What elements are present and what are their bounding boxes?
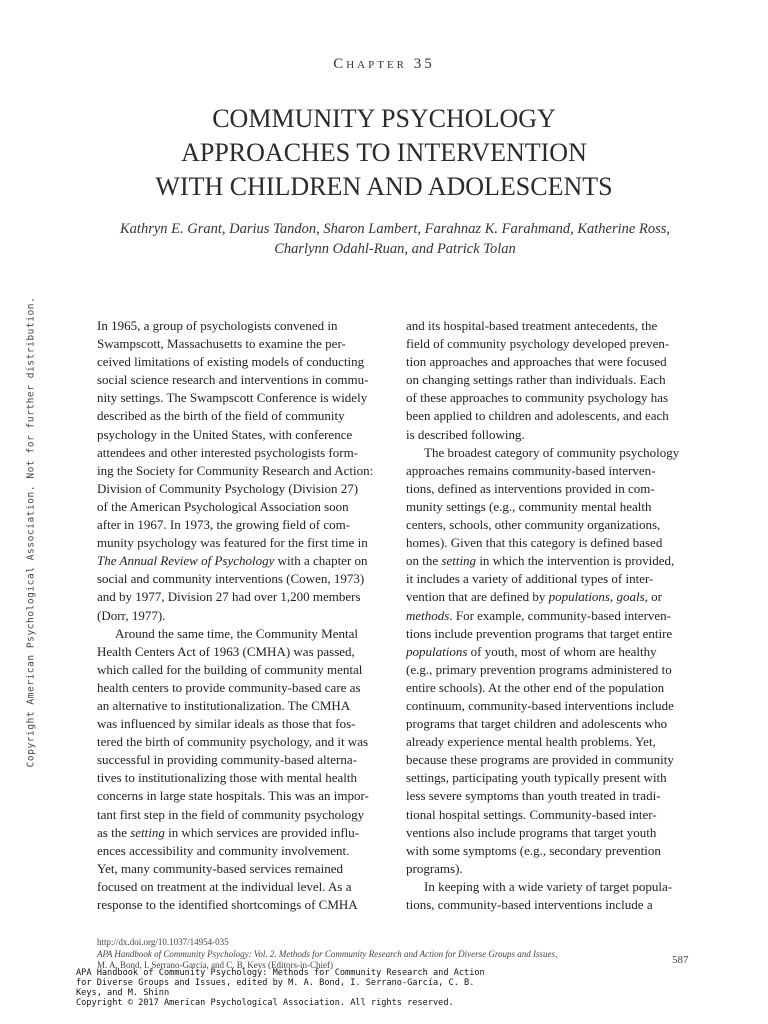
text-line: Health Centers Act of 1963 (CMHA) was passed,	[97, 643, 355, 659]
text-line: response to the identified shortcomings of CMHA	[97, 897, 358, 912]
text-line: tives to institutionalizing those with mental health	[97, 770, 357, 786]
text-line: which called for the building of community mental	[97, 661, 363, 677]
text-line: tered the birth of community psychology, and it was	[97, 734, 369, 750]
body-column-left	[97, 317, 387, 914]
text-line: continuum, community-based interventions include	[406, 697, 674, 713]
doi-link[interactable]: http://dx.doi.org/10.1037/14954-035	[97, 937, 229, 947]
author-line: Kathryn E. Grant, Darius Tandon, Sharon Lambert, Farahnaz K. Farahmand, Katherine Ross,	[120, 221, 670, 237]
copyright-notice	[76, 968, 636, 1008]
text-line: and its hospital-based treatment antecedents, the	[406, 318, 658, 333]
text-line: tion approaches and approaches that were focused	[406, 354, 667, 370]
text-line: munity psychology was featured for the first time in	[97, 535, 368, 551]
copyright-line: Keys, and M. Shinn	[76, 988, 170, 998]
text-line: of the American Psychological Association soon	[97, 498, 349, 514]
text-line: with some symptoms (e.g., secondary prevention	[406, 842, 661, 858]
chapter-title	[0, 102, 768, 204]
text-line: approaches remains community-based interven-	[406, 462, 656, 478]
text-line: as the setting in which services are provided influ-	[97, 824, 360, 840]
text-line: (Dorr, 1977).	[97, 607, 166, 623]
copyright-line: Copyright © 2017 American Psychological Association. All rights reserved.	[76, 998, 454, 1008]
text-line: Yet, many community-based services remained	[97, 860, 343, 876]
text-line: In keeping with a wide variety of target popula-	[424, 878, 673, 894]
text-line: field of community psychology developed preven-	[406, 336, 670, 352]
text-line: programs).	[406, 860, 463, 876]
text-line: (e.g., primary prevention programs administered to	[406, 661, 672, 677]
text-line: ventions also include programs that target youth	[406, 824, 657, 840]
text-line: The Annual Review of Psychology with a chapter on	[97, 553, 368, 569]
text-line: ing the Society for Community Research and Action:	[97, 462, 374, 478]
title-line: COMMUNITY PSYCHOLOGY	[212, 104, 556, 133]
text-line: munity settings (e.g., community mental health	[406, 498, 652, 514]
author-list	[0, 219, 768, 259]
footnote	[97, 937, 617, 972]
text-line: ences accessibility and community involvement.	[97, 842, 350, 858]
text-line: vention that are defined by populations, goals, or	[406, 589, 663, 605]
text-line: The broadest category of community psychology	[424, 444, 680, 460]
text-line: of these approaches to community psychology has	[406, 390, 669, 406]
text-line: homes). Given that this category is defined based	[406, 535, 663, 551]
text-line: tant first step in the field of community psychology	[97, 806, 365, 822]
text-line: centers, schools, other community organizations,	[406, 517, 661, 533]
text-line: social science research and interventions in commu-	[97, 372, 369, 388]
text-line: Division of Community Psychology (Division 27)	[97, 480, 359, 496]
text-line: populations of youth, most of whom are healthy	[406, 643, 657, 659]
text-line: settings, participating youth typically present with	[406, 770, 667, 786]
text-line: tions, community-based interventions include a	[406, 897, 653, 912]
text-line: after in 1967. In 1973, the growing field of com-	[97, 517, 351, 533]
title-line: WITH CHILDREN AND ADOLESCENTS	[155, 172, 613, 201]
text-line: is described following.	[406, 426, 525, 442]
text-line: entire schools). At the other end of the population	[406, 679, 665, 695]
footnote-editors: M. A. Bond, I. Serrano-García, and C. B. Keys (Editors-in-Chief)	[97, 960, 333, 970]
text-line: successful in providing community-based alterna-	[97, 752, 357, 768]
text-line: described as the birth of the field of community	[97, 408, 345, 424]
text-line: tional hospital settings. Community-based inter-	[406, 806, 657, 822]
footnote-citation: APA Handbook of Community Psychology: Vol. 2. Methods for Community Research and Action for Diverse Groups and Issues,	[97, 948, 558, 959]
text-line: focused on treatment at the individual level. As a	[97, 878, 352, 894]
page-number: 587	[672, 954, 689, 966]
text-line: tions include prevention programs that target entire	[406, 625, 673, 641]
text-line: and by 1977, Division 27 had over 1,200 members	[97, 589, 361, 605]
text-line: social and community interventions (Cowen, 1973)	[97, 571, 365, 587]
text-line: psychology in the United States, with conference	[97, 426, 353, 442]
text-line: been applied to children and adolescents, and each	[406, 408, 669, 424]
text-line: because these programs are provided in community	[406, 752, 674, 768]
text-line: it includes a variety of additional types of inter-	[406, 571, 654, 587]
text-line: Around the same time, the Community Mental	[115, 625, 358, 641]
body-column-right	[406, 317, 696, 914]
text-line: health centers to provide community-based care as	[97, 679, 361, 695]
text-line: on the setting in which the intervention is provided,	[406, 553, 675, 569]
title-line: APPROACHES TO INTERVENTION	[181, 138, 587, 167]
text-line: an alternative to institutionalization. The CMHA	[97, 697, 351, 713]
text-line: already experience mental health problems. Yet,	[406, 734, 656, 750]
text-line: In 1965, a group of psychologists convened in	[97, 318, 338, 333]
copyright-line: APA Handbook of Community Psychology: Methods for Community Research and Action	[76, 968, 485, 978]
text-line: less severe symptoms than youth treated in tradi-	[406, 788, 661, 804]
copyright-sidebar-text: Copyright American Psychological Association. Not for further distribution.	[25, 296, 37, 768]
text-line: on changing settings rather than individuals. Each	[406, 372, 666, 388]
text-line: programs that target children and adolescents who	[406, 716, 668, 732]
text-line: tions, defined as interventions provided in com-	[406, 480, 655, 496]
text-line: nity settings. The Swampscott Conference is widely	[97, 390, 368, 406]
text-line: ceived limitations of existing models of conducting	[97, 354, 365, 370]
text-line: Swampscott, Massachusetts to examine the per-	[97, 336, 346, 352]
text-line: attendees and other interested psychologists form-	[97, 444, 359, 460]
author-line: Charlynn Odahl-Ruan, and Patrick Tolan	[274, 241, 516, 257]
text-line: concerns in large state hospitals. This was an impor-	[97, 788, 369, 804]
text-line: methods. For example, community-based interven-	[406, 607, 672, 623]
chapter-label: Chapter 35	[333, 56, 435, 72]
text-line: was influenced by similar ideals as those that fos-	[97, 716, 356, 732]
copyright-line: for Diverse Groups and Issues, edited by M. A. Bond, I. Serrano-García, C. B.	[76, 978, 475, 988]
